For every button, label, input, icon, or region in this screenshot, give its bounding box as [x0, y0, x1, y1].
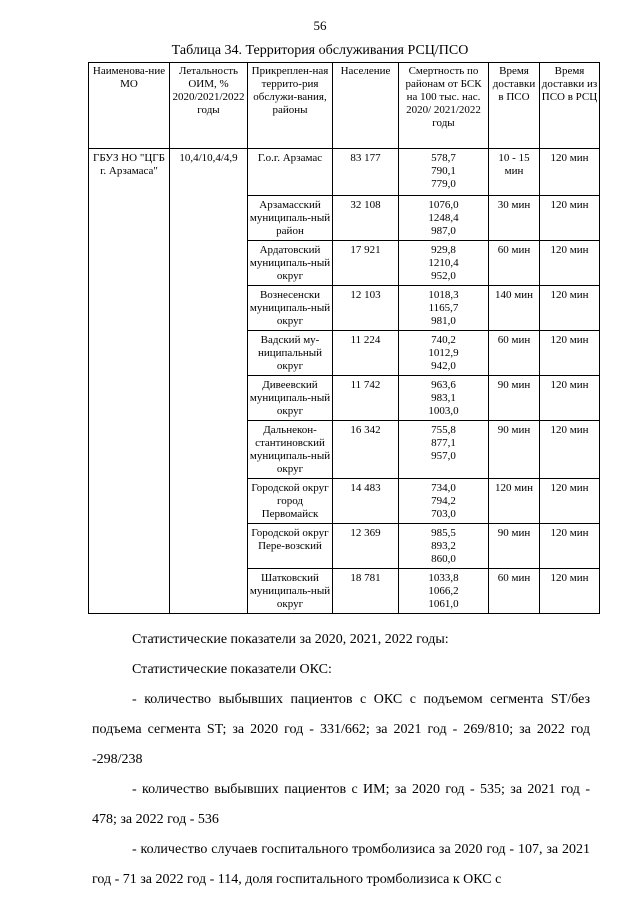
header-pso-time: Время доставки в ПСО — [489, 63, 540, 149]
bsk-deaths-cell — [399, 286, 489, 331]
population-cell: 12 369 — [333, 524, 399, 569]
page-number: 56 — [313, 18, 327, 33]
death-rate-value: 734,0 — [431, 482, 456, 494]
death-rate-value: 860,0 — [431, 553, 456, 565]
death-rate-value: 703,0 — [431, 508, 456, 520]
death-rate-value: 1076,0 — [428, 199, 459, 211]
bsk-deaths-cell — [399, 524, 489, 569]
table-body — [89, 149, 600, 614]
header-mortality: Летальность ОИМ, % 2020/2021/2022 годы — [170, 63, 248, 149]
bsk-deaths-cell — [399, 196, 489, 241]
territory-cell: Арзамасский муниципаль-ный район — [248, 196, 333, 241]
death-rate-value: 942,0 — [431, 360, 456, 372]
bsk-deaths-cell — [399, 479, 489, 524]
pso-time-cell: 120 мин — [489, 479, 540, 524]
death-rate-value: 1018,3 — [428, 289, 459, 301]
pso-time-cell: 140 мин — [489, 286, 540, 331]
pso-time-cell: 60 мин — [489, 331, 540, 376]
death-rate-value: 929,8 — [431, 244, 456, 256]
death-rate-value: 1248,4 — [428, 212, 459, 224]
population-cell: 32 108 — [333, 196, 399, 241]
mortality-cell: 10,4/10,4/4,9 — [170, 149, 248, 614]
rsc-time-cell: 120 мин — [540, 524, 600, 569]
pso-time-cell: 60 мин — [489, 241, 540, 286]
territory-cell: Городской округ Пере-возский — [248, 524, 333, 569]
territory-cell: Дивеевский муниципаль-ный округ — [248, 376, 333, 421]
service-territory-table — [88, 62, 600, 614]
header-territory: Прикреплен-ная террито-рия обслужи-вания, районы — [248, 63, 333, 149]
paragraph: - количество выбывших пациентов с ОКС с подъемом сегмента ST/без подъема сегмента ST; за 2020 год - 331/662; за 2021 год - 269/810; за 2022 год -298/238 — [92, 692, 590, 767]
death-rate-value: 1033,8 — [428, 572, 459, 584]
death-rate-value: 952,0 — [431, 270, 456, 282]
death-rate-value: 893,2 — [431, 540, 456, 552]
death-rate-value: 983,1 — [431, 392, 456, 404]
death-rate-value: 740,2 — [431, 334, 456, 346]
territory-cell: Г.о.г. Арзамас — [248, 149, 333, 196]
death-rate-value: 987,0 — [431, 225, 456, 237]
death-rate-value: 957,0 — [431, 450, 456, 462]
population-cell: 11 224 — [333, 331, 399, 376]
death-rate-value: 1066,2 — [428, 585, 459, 597]
header-bsk-deaths: Смертность по районам от БСК на 100 тыс. нас. 2020/ 2021/2022 годы — [399, 63, 489, 149]
pso-time-cell: 90 мин — [489, 421, 540, 479]
bsk-deaths-cell — [399, 149, 489, 196]
death-rate-value: 963,6 — [431, 379, 456, 391]
pso-time-cell: 10 - 15 мин — [489, 149, 540, 196]
paragraph: Статистические показатели ОКС: — [132, 662, 332, 677]
paragraph: - количество случаев госпитального тромболизиса за 2020 год - 107, за 2021 год - 71 за 2022 год - 114, доля госпитального тромболизиса к ОКС с — [92, 842, 590, 887]
population-cell: 16 342 — [333, 421, 399, 479]
header-mo-name: Наименова-ние МО — [89, 63, 170, 149]
population-cell: 83 177 — [333, 149, 399, 196]
bsk-deaths-cell — [399, 376, 489, 421]
rsc-time-cell: 120 мин — [540, 331, 600, 376]
death-rate-value: 1210,4 — [428, 257, 459, 269]
paragraph: Статистические показатели за 2020, 2021, 2022 годы: — [132, 632, 449, 647]
death-rate-value: 1012,9 — [428, 347, 459, 359]
pso-time-cell: 90 мин — [489, 376, 540, 421]
death-rate-value: 790,1 — [431, 165, 456, 177]
death-rate-value: 779,0 — [431, 178, 456, 190]
body-text — [92, 625, 590, 895]
rsc-time-cell: 120 мин — [540, 569, 600, 614]
bsk-deaths-cell — [399, 331, 489, 376]
pso-time-cell: 30 мин — [489, 196, 540, 241]
territory-cell: Дальнекон-стантиновский муниципаль-ный округ — [248, 421, 333, 479]
pso-time-cell: 90 мин — [489, 524, 540, 569]
header-rsc-time: Время доставки из ПСО в РСЦ — [540, 63, 600, 149]
population-cell: 17 921 — [333, 241, 399, 286]
rsc-time-cell: 120 мин — [540, 421, 600, 479]
rsc-time-cell: 120 мин — [540, 479, 600, 524]
territory-cell: Городской округ город Первомайск — [248, 479, 333, 524]
death-rate-value: 794,2 — [431, 495, 456, 507]
bsk-deaths-cell — [399, 421, 489, 479]
header-population: Население — [333, 63, 399, 149]
territory-cell: Ардатовский муниципаль-ный округ — [248, 241, 333, 286]
death-rate-value: 985,5 — [431, 527, 456, 539]
population-cell: 18 781 — [333, 569, 399, 614]
bsk-deaths-cell — [399, 241, 489, 286]
rsc-time-cell: 120 мин — [540, 149, 600, 196]
death-rate-value: 1165,7 — [428, 302, 459, 314]
death-rate-value: 755,8 — [431, 424, 456, 436]
rsc-time-cell: 120 мин — [540, 196, 600, 241]
territory-cell: Шатковский муниципаль-ный округ — [248, 569, 333, 614]
rsc-time-cell: 120 мин — [540, 376, 600, 421]
population-cell: 11 742 — [333, 376, 399, 421]
table-caption: Таблица 34. Территория обслуживания РСЦ/ПСО — [171, 43, 469, 58]
rsc-time-cell: 120 мин — [540, 241, 600, 286]
death-rate-value: 1061,0 — [428, 598, 459, 610]
table-row — [89, 149, 600, 196]
bsk-deaths-cell — [399, 569, 489, 614]
death-rate-value: 981,0 — [431, 315, 456, 327]
territory-cell: Вознесенски муниципаль-ный округ — [248, 286, 333, 331]
table-header-row — [89, 63, 600, 149]
death-rate-value: 877,1 — [431, 437, 456, 449]
death-rate-value: 1003,0 — [428, 405, 459, 417]
death-rate-value: 578,7 — [431, 152, 456, 164]
mo-name-cell: ГБУЗ НО "ЦГБ г. Арзамаса" — [89, 149, 170, 614]
paragraph: - количество выбывших пациентов с ИМ; за 2020 год - 535; за 2021 год - 478; за 2022 год - 536 — [92, 782, 590, 827]
territory-cell: Вадский му-ниципальный округ — [248, 331, 333, 376]
population-cell: 14 483 — [333, 479, 399, 524]
pso-time-cell: 60 мин — [489, 569, 540, 614]
rsc-time-cell: 120 мин — [540, 286, 600, 331]
population-cell: 12 103 — [333, 286, 399, 331]
